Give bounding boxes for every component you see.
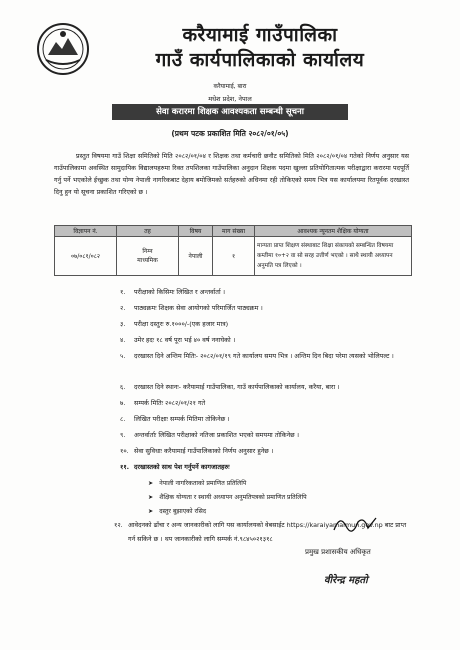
column-header: तह <box>117 226 179 237</box>
handwritten-signature <box>330 512 390 534</box>
subject-cell: नेपाली <box>179 237 213 276</box>
column-header: आवश्यक न्यूनतम शैक्षिक योग्यता <box>255 226 412 237</box>
ad-number-cell: ०७/०८१/०८२ <box>55 237 117 276</box>
intro-paragraph: प्रस्तुत विषयमा गाउँ शिक्षा समितिको मिति २०८२/०१/०४ र शिक्षक तथा कर्मचारी छनौट समितिको मिति २०८२/०१/०४ गतेको निर्णय अनुसार यस गाउँपालिकामा अवस्थित सामुदायिक विद्यालयहरुमा रिक्त तपशिलका गाउँपालिका अनुदान शिक्षक पदमा खुल्ला प्रतियोगितात्मक परीक्षाद्वारा करारमा पदपूर्ति गर्नु पर्ने भएकोले ईच्छुक तथा योग्य नेपाली नागरिकबाट देहाय बमोजिमको सर्तहरुको अधिनमा रही तोकिएको समय भित्र यस कार्यालयमा रितपूर्वक दरखास्त दिनु हुन यो सूचना प्रकाशित गरिएको छ । <box>54 152 409 196</box>
condition-item-12: १२. आवेदनको ढाँचा र अन्य जानकारीको लागि यस कार्यालयको वेबसाईट https://karaiyamaimun.gov.np बाट प्राप्त <box>114 521 407 529</box>
table-row <box>55 237 412 276</box>
address-line1: करैयामाई, बारा <box>213 83 247 90</box>
office-title-line2: गाउँ कार्यपालिकाको कार्यालय <box>155 49 365 71</box>
office-title-line1: करैयामाई गाउँपालिका <box>182 24 338 46</box>
publish-date: (प्रथम पटक प्रकाशित मिति २०८२/०१/०५) <box>171 129 289 138</box>
arrow-bullet-icon: ➤ <box>148 508 154 515</box>
level-line2: माध्यमिक <box>137 257 158 264</box>
arrow-bullet-icon: ➤ <box>148 494 154 501</box>
count-cell: १ <box>213 237 255 276</box>
address-line2: मधेश प्रदेश, नेपाल <box>208 95 252 103</box>
document-list-item: ➤ शैक्षिक योग्यता र स्थायी अध्यापन अनुमतिपत्रको प्रमाणित प्रतिलिपि <box>148 494 307 501</box>
arrow-bullet-icon: ➤ <box>148 480 154 487</box>
condition-item: ४. उमेर हदः १८ वर्ष पूरा भई ४० वर्ष ननाघेको । <box>120 336 236 344</box>
signatory-name: वीरेन्द्र महतो <box>324 575 368 586</box>
qualification-cell: मान्यता प्राप्त शिक्षण संस्थाबाट शिक्षा संकायको सम्बन्धित विषयमा कम्तीमा १०+२ वा सो सरह उत्तीर्ण भएको । साथै स्थायी अध्यापन अनुमति पत्र लिएको । <box>255 237 412 276</box>
notice-banner: सेवा करारमा शिक्षक आवश्यकता सम्बन्धी सूचना <box>112 104 348 120</box>
condition-item: ६. दरखास्त दिने स्थानः- करैयामाई गाउँपालिका, गाउँ कार्यपालिकाको कार्यालय, करैया, बारा । <box>120 383 340 391</box>
level-cell <box>117 237 179 276</box>
vacancy-table <box>54 225 412 276</box>
condition-item: ५. दरखास्त दिने अन्तिम मितिः- २०८२/०१/१९ गते कार्यालय समय भित्र । अन्तिम दिन बिदा परेमा त्यसको भोलिपल्ट । <box>120 352 394 360</box>
condition-item-12-cont: गर्न सकिने छ । थप जानकारीको लागि सम्पर्क नं.९८४५०२१३१८ <box>128 535 273 543</box>
column-header: विज्ञापन नं. <box>55 226 117 237</box>
document-list-item: ➤ दस्तुर बुझाएको रसिद <box>148 508 207 515</box>
column-header: माग संख्या <box>213 226 255 237</box>
condition-item: १. परीक्षाको किसिमः लिखित र अन्तर्वार्ता । <box>120 288 226 296</box>
condition-item: ३. परीक्षा दस्तुरः रु.१०००/-(एक हजार मात्र) <box>120 320 229 328</box>
condition-item: ८. लिखित परीक्षाः सम्पर्क मितिमा तोकिनेछ । <box>120 415 230 423</box>
table-header-row <box>55 226 412 237</box>
condition-item: १०. सेवा सुविधाः करैयामाई गाउँपालिकाको निर्णय अनुसार हुनेछ । <box>120 447 274 455</box>
condition-item: ९. अन्तर्वार्ताः लिखित परीक्षाको नतिजा प्रकाशित भएको समयमा तोकिनेछ । <box>120 431 300 439</box>
nepal-emblem-icon <box>36 22 90 76</box>
level-line1: निम्न <box>142 248 153 255</box>
condition-item: २. पाठ्यक्रमः शिक्षक सेवा आयोगको परिमार्जित पाठ्यक्रम । <box>120 304 263 312</box>
document-list-item: ➤ नेपाली नागरिकताको प्रमाणित प्रतिलिपि <box>148 480 247 487</box>
column-header: विषय <box>179 226 213 237</box>
signatory-designation: प्रमुख प्रशासकीय अधिकृत <box>305 548 371 556</box>
condition-item: ७. सम्पर्क मितिः २०८२/०१/२१ गते <box>120 399 206 407</box>
condition-item: ११. दरखास्तको साथ पेश गर्नुपर्ने कागजातहरुः <box>120 463 230 471</box>
